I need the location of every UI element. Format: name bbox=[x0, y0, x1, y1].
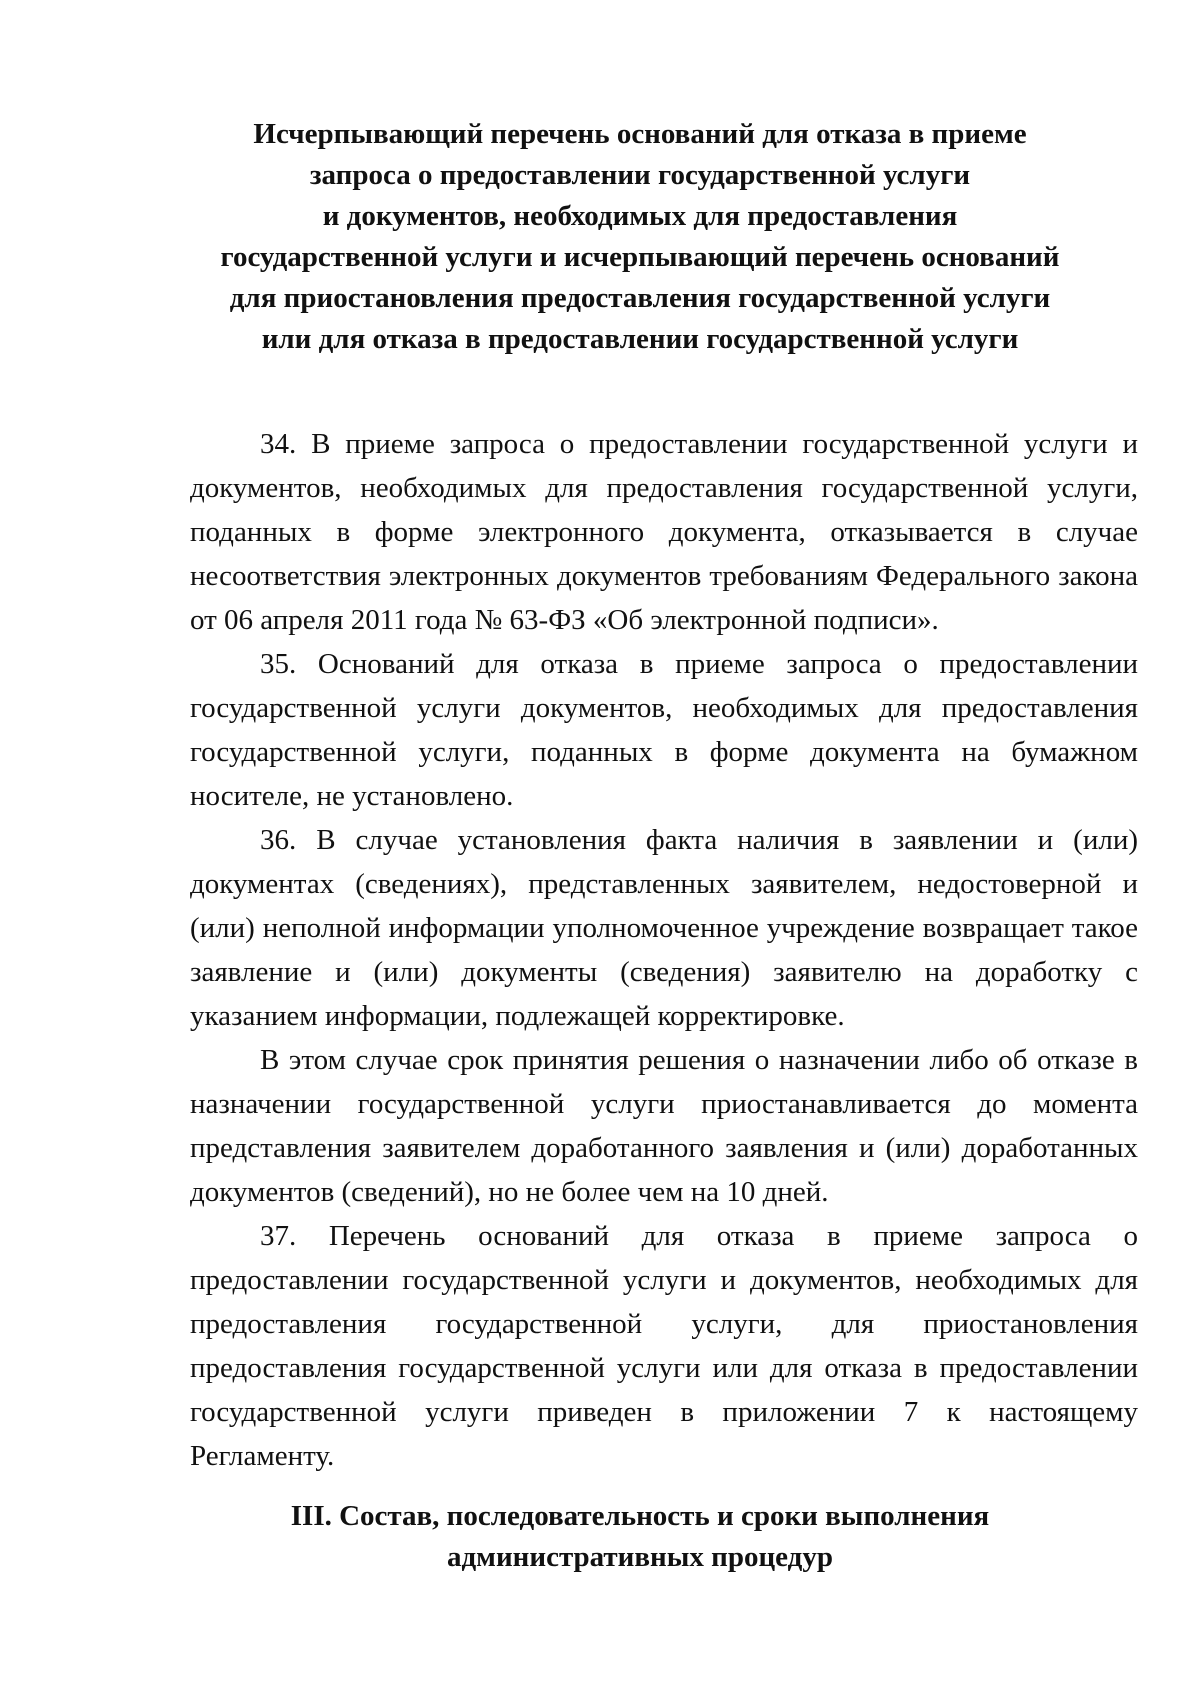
paragraph-37: 37. Перечень оснований для отказа в приеме запроса о предоставлении государственной услуги и документов, необходимых для предоставления государственной услуги, для приостановления предоставления государственной услуги или для отказа в предоставлении государственной услуги приведен в приложении 7 к настоящему Регламенту. bbox=[190, 1220, 1138, 1472]
document-body bbox=[190, 422, 1138, 1478]
paragraph-36-continued: В этом случае срок принятия решения о назначении либо об отказе в назначении государственной услуги приостанавливается до момента представления заявителем доработанного заявления и (или) доработанных документов (сведений), но не более чем на 10 дней. bbox=[190, 1044, 1138, 1208]
heading-line: Исчерпывающий перечень оснований для отказа в приеме bbox=[253, 118, 1027, 150]
section-heading-refusal-grounds bbox=[150, 114, 1130, 360]
section-heading-iii bbox=[150, 1496, 1130, 1578]
paragraph-35: 35. Оснований для отказа в приеме запроса о предоставлении государственной услуги документов, необходимых для предоставления государственной услуги, поданных в форме документа на бумажном носителе, не установлено. bbox=[190, 648, 1138, 812]
paragraph-34: 34. В приеме запроса о предоставлении государственной услуги и документов, необходимых для предоставления государственной услуги, поданных в форме электронного документа, отказывается в случае несоответствия электронных документов требованиям Федерального закона от 06 апреля 2011 года № 63-ФЗ «Об электронной подписи». bbox=[190, 428, 1138, 636]
paragraph-36: 36. В случае установления факта наличия в заявлении и (или) документах (сведениях), представленных заявителем, недостоверной и (или) неполной информации уполномоченное учреждение возвращает такое заявление и (или) документы (сведения) заявителю на доработку с указанием информации, подлежащей корректировке. bbox=[190, 824, 1138, 1032]
heading-line: административных процедур bbox=[447, 1541, 833, 1573]
heading-line: государственной услуги и исчерпывающий перечень оснований bbox=[220, 241, 1060, 273]
heading-line: для приостановления предоставления государственной услуги bbox=[229, 282, 1051, 314]
heading-line: запроса о предоставлении государственной услуги bbox=[309, 159, 971, 191]
heading-line: или для отказа в предоставлении государственной услуги bbox=[261, 323, 1019, 355]
heading-line: и документов, необходимых для предоставления bbox=[322, 200, 958, 232]
heading-line: III. Состав, последовательность и сроки выполнения bbox=[290, 1500, 990, 1532]
